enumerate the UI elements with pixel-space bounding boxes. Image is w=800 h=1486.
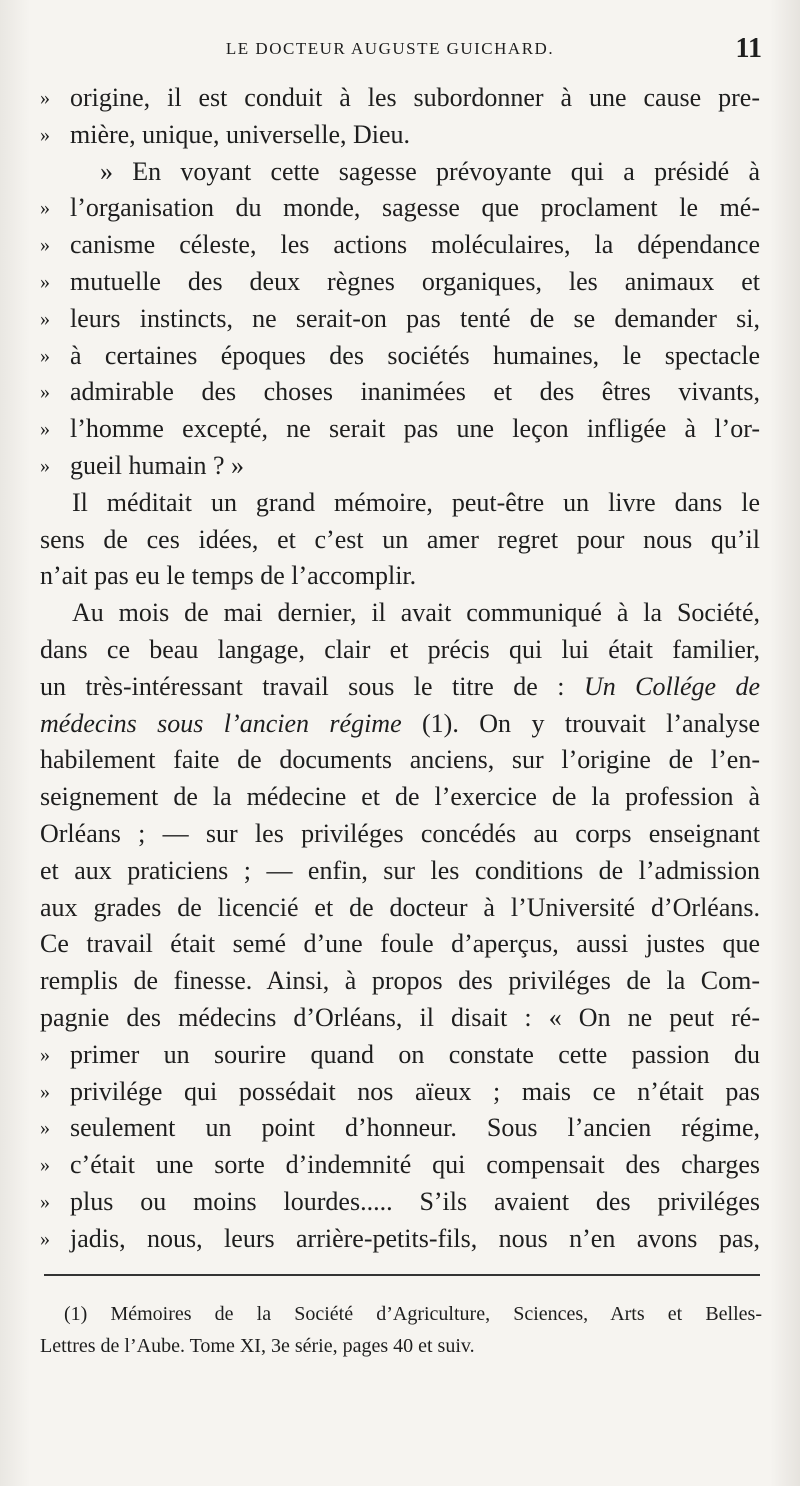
italic-title: Un Collége de — [583, 671, 760, 701]
line-text: leurs instincts, ne serait-on pas tenté de se demander si, — [70, 303, 760, 333]
line-text: (1). On y trouvait l’analyse — [401, 708, 760, 738]
footnote — [40, 1298, 762, 1362]
quote-mark: » — [40, 1043, 50, 1066]
paragraph-line — [40, 706, 760, 743]
paragraph-line: remplis de finesse. Ainsi, à propos des priviléges de la Com- — [40, 966, 760, 996]
quoted-line — [40, 1110, 760, 1147]
line-text: l’organisation du monde, sagesse que proclament le mé- — [70, 193, 760, 223]
line-text: plus ou moins lourdes..... S’ils avaient des priviléges — [70, 1186, 760, 1216]
line-text: canisme céleste, les actions moléculaires, la dépendance — [70, 230, 760, 260]
quoted-line — [40, 264, 760, 301]
quote-mark: » — [40, 418, 50, 441]
line-text: à certaines époques des sociétés humaines, le spectacle — [70, 340, 760, 370]
quote-mark: » — [40, 381, 50, 404]
paragraph-line: seignement de la médecine et de l’exercice de la profession à — [40, 782, 760, 812]
quoted-line — [40, 1074, 760, 1111]
quoted-line — [40, 1184, 760, 1221]
line-text: admirable des choses inanimées et des êtres vivants, — [70, 377, 760, 407]
paragraph-line: pagnie des médecins d’Orléans, il disait : « On ne peut ré- — [40, 1002, 760, 1032]
line-text: gueil humain ? » — [70, 450, 245, 480]
paragraph-line: Au mois de mai dernier, il avait communiqué à la Société, — [72, 598, 760, 628]
quoted-line — [40, 154, 760, 191]
line-text: seulement un point d’honneur. Sous l’ancien régime, — [70, 1113, 760, 1143]
quoted-line — [40, 117, 760, 154]
paragraph-line: Il méditait un grand mémoire, peut-être un livre dans le — [72, 487, 760, 517]
footnote-rule — [44, 1274, 760, 1276]
line-text: primer un sourire quand on constate cette passion du — [70, 1039, 760, 1069]
paragraph-line: dans ce beau langage, clair et précis qui lui était familier, — [40, 634, 760, 664]
paragraph-line: sens de ces idées, et c’est un amer regret pour nous qu’il — [40, 524, 760, 554]
page-number: 11 — [735, 33, 762, 64]
paragraph-line: et aux praticiens ; — enfin, sur les conditions de l’admission — [40, 855, 760, 885]
quote-mark: » — [40, 197, 50, 220]
quote-mark: » — [40, 123, 50, 146]
quoted-line — [40, 448, 760, 485]
quoted-line — [40, 190, 760, 227]
line-text: » En voyant cette sagesse prévoyante qui a présidé à — [100, 156, 760, 186]
quote-mark: » — [40, 234, 50, 257]
line-text: c’était une sorte d’indemnité qui compensait des charges — [70, 1150, 760, 1180]
paragraph-line: habilement faite de documents anciens, sur l’origine de l’en- — [40, 745, 760, 775]
italic-title: médecins sous l’ancien régime — [40, 708, 402, 738]
quote-mark: » — [40, 307, 50, 330]
quote-mark: » — [40, 344, 50, 367]
paragraph-line: Orléans ; — sur les priviléges concédés au corps enseignant — [40, 818, 760, 848]
footnote-line: (1) Mémoires de la Société d’Agriculture, Sciences, Arts et Belles- — [64, 1303, 762, 1325]
line-text: un très-intéressant travail sous le titre de : — [40, 671, 584, 701]
line-text: origine, il est conduit à les subordonner à une cause pre- — [70, 83, 760, 112]
quoted-line — [40, 1037, 760, 1074]
quote-mark: » — [40, 1117, 50, 1140]
quoted-line — [40, 411, 760, 448]
paragraph-line: n’ait pas eu le temps de l’accomplir. — [40, 561, 417, 591]
quote-mark: » — [40, 270, 50, 293]
quote-mark: » — [40, 1080, 50, 1103]
line-text: jadis, nous, leurs arrière-petits-fils, nous n’en avons pas, — [70, 1223, 760, 1253]
line-text: l’homme excepté, ne serait pas une leçon infligée à l’or- — [70, 414, 760, 444]
footnote-line: Lettres de l’Aube. Tome XI, 3e série, pages 40 et suiv. — [40, 1335, 475, 1357]
quoted-line — [40, 80, 760, 117]
line-text: privilége qui possédait nos aïeux ; mais ce n’était pas — [70, 1076, 760, 1106]
running-head — [40, 34, 762, 64]
paragraph-line: aux grades de licencié et de docteur à l’Université d’Orléans. — [40, 892, 760, 922]
body-text — [40, 80, 760, 1258]
quote-mark: » — [40, 1190, 50, 1213]
quote-mark: » — [40, 1227, 50, 1250]
paragraph-line: Ce travail était semé d’une foule d’aperçus, aussi justes que — [40, 929, 760, 959]
quote-mark: » — [40, 87, 50, 109]
quote-mark: » — [40, 454, 50, 477]
quoted-line — [40, 301, 760, 338]
paragraph-line — [40, 669, 760, 706]
line-text: mutuelle des deux règnes organiques, les animaux et — [70, 266, 760, 296]
running-title: LE DOCTEUR AUGUSTE GUICHARD. — [225, 39, 555, 58]
quoted-line — [40, 1221, 760, 1258]
quoted-line — [40, 374, 760, 411]
quoted-line — [40, 338, 760, 375]
quoted-line — [40, 1147, 760, 1184]
quoted-line — [40, 227, 760, 264]
quote-mark: » — [40, 1154, 50, 1177]
line-text: mière, unique, universelle, Dieu. — [70, 119, 411, 149]
quote-mark — [40, 154, 70, 191]
